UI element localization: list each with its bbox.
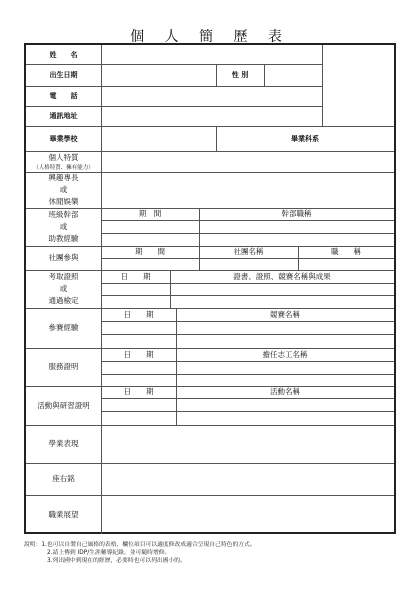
cadre-line-2: 或	[59, 222, 68, 231]
label-grad-school: 畢業學校	[49, 134, 78, 143]
cadre-period-header: 期 間	[138, 209, 162, 218]
label-academic: 學業表現	[48, 439, 79, 448]
label-motto: 座右銘	[52, 474, 75, 483]
notes-prefix: 說明：	[24, 542, 42, 548]
resume-form	[24, 43, 396, 534]
competitions-date-header: 日 期	[123, 309, 154, 319]
label-name: 姓 名	[49, 50, 78, 59]
label-grad-dept: 畢業科系	[291, 134, 319, 143]
page-title: 個 人 簡 歷 表	[130, 29, 290, 45]
cadre-line-3: 助教經驗	[48, 234, 79, 243]
label-cadre	[26, 208, 101, 246]
certs-name-header: 證書、證照、競賽名稱與成果	[233, 271, 331, 281]
service-date-header: 日 期	[123, 349, 154, 359]
clubs-period-header: 期 間	[135, 247, 165, 256]
clubs-name-header: 社團名稱	[233, 247, 264, 256]
certs-line-1: 考取證照	[48, 272, 79, 281]
hobbies-line-1: 興趣專長	[48, 173, 79, 182]
label-birth-date: 出生日期	[49, 71, 78, 79]
certs-line-2: 或	[59, 284, 68, 293]
label-hobbies	[26, 172, 101, 208]
note-line-2: 2.請上傳到 IDP/生涯輔導紀錄，並可隨時增修。	[47, 550, 171, 556]
label-clubs: 社團參與	[48, 253, 79, 262]
hobbies-line-2: 或	[59, 185, 68, 194]
label-gender: 性 別	[231, 71, 249, 79]
note-line-3: 3.列出國中到現在的經歷，必要時也可以列出國小的。	[47, 558, 186, 564]
label-phone: 電 話	[49, 92, 78, 100]
instructions-note	[24, 541, 404, 565]
competitions-name-header: 競賽名稱	[270, 309, 300, 319]
traits-subtitle: （人格特質、擁有能力）	[33, 164, 94, 171]
activities-date-header: 日 期	[123, 387, 154, 396]
activities-name-header: 活動名稱	[270, 387, 300, 396]
cadre-position-header: 幹部職稱	[281, 209, 312, 218]
clubs-role-header: 職 稱	[331, 247, 361, 256]
note-line-1: 1.也可以自製自己風格的表格，欄位項目可以適度修改成適合呈現自己特色的方式。	[41, 542, 256, 548]
label-certs	[26, 270, 101, 308]
certs-line-3: 通過檢定	[48, 296, 79, 305]
label-career: 職業展望	[48, 509, 79, 519]
hobbies-line-3: 休閒娛樂	[48, 197, 79, 206]
label-competitions: 參賽經驗	[48, 323, 79, 332]
traits-title: 個人特質	[48, 152, 79, 162]
service-volunteer-header: 擔任志工名稱	[262, 349, 308, 359]
certs-date-header: 日 期	[120, 271, 151, 281]
label-address: 通訊地址	[49, 112, 78, 120]
label-activities: 活動與研習證明	[37, 400, 90, 410]
cadre-line-1: 班級幹部	[48, 210, 79, 219]
label-traits	[26, 151, 101, 172]
label-service: 服務證明	[48, 362, 79, 371]
